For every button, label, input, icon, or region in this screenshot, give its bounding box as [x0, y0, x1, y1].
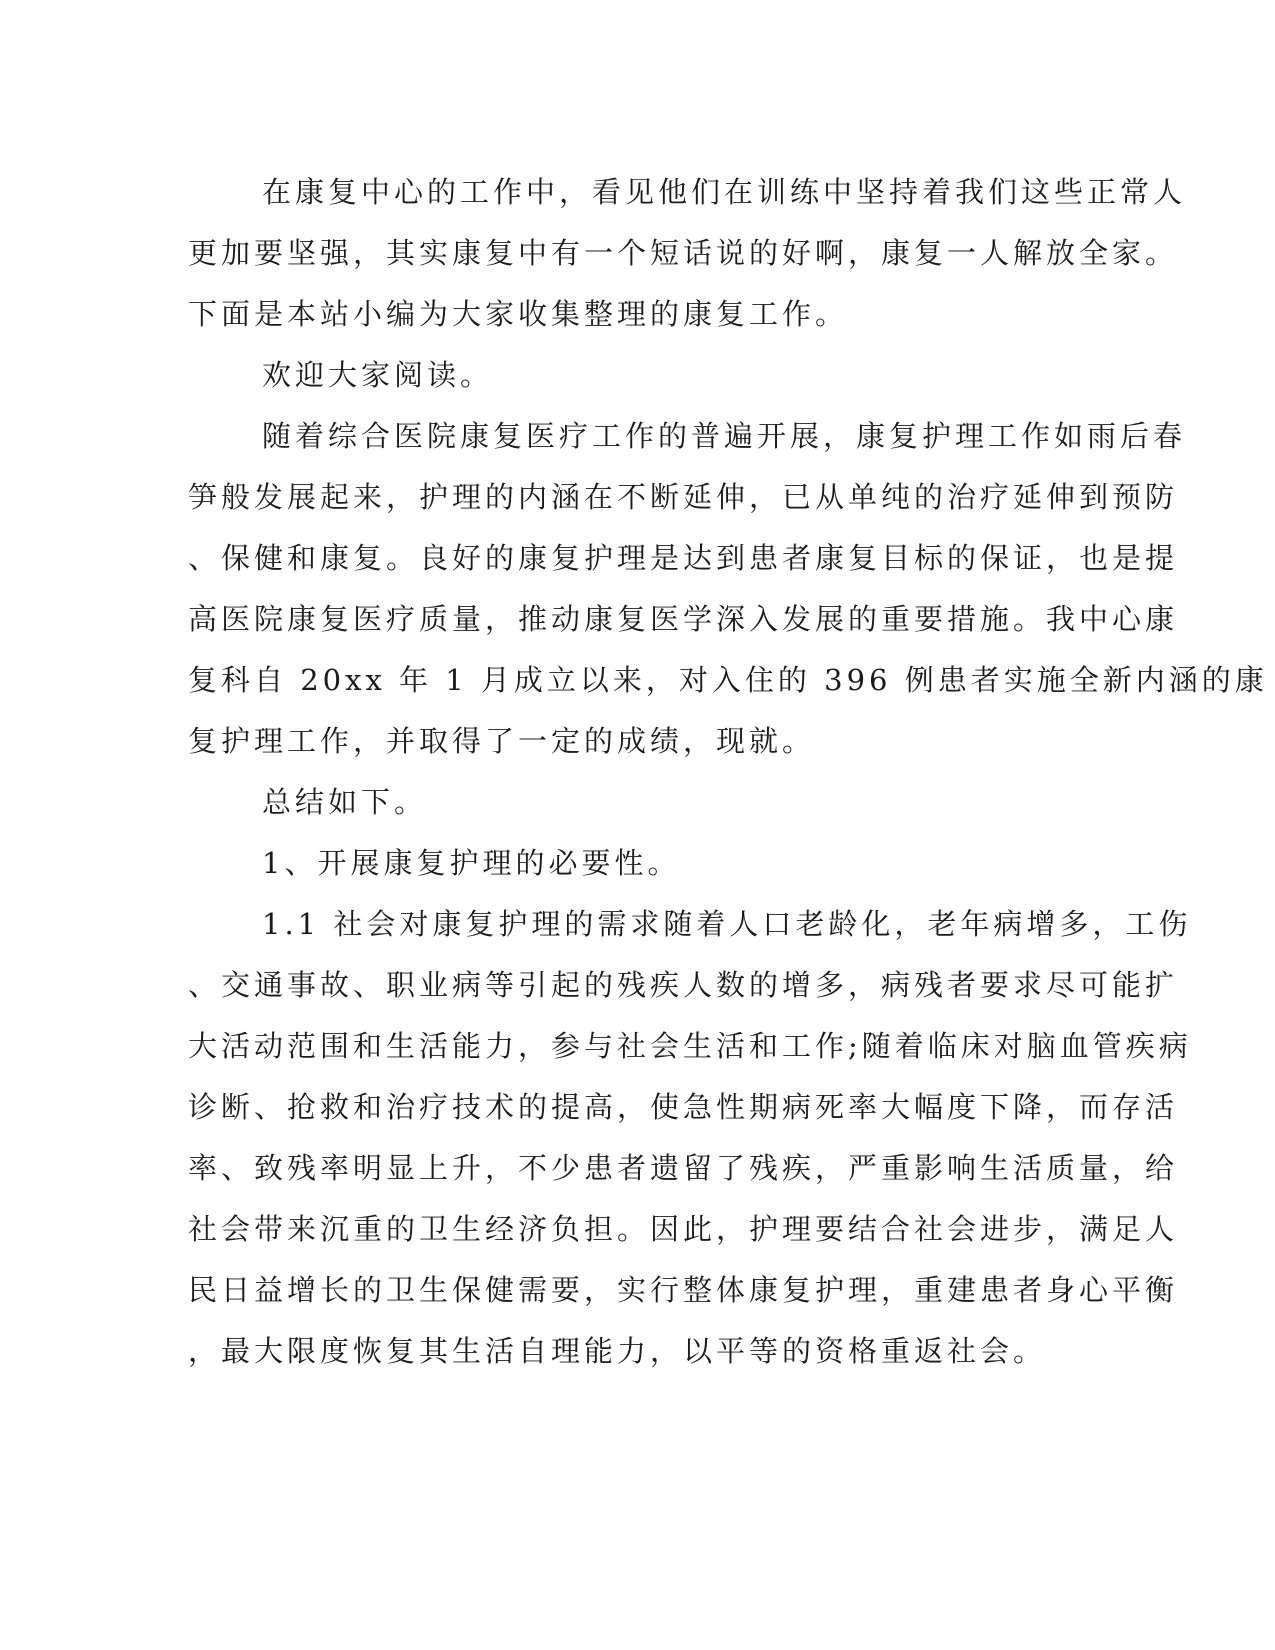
text-line-14: 、交通事故、职业病等引起的残疾人数的增多，病残者要求尽可能扩 [188, 968, 1179, 1002]
text-line-16: 诊断、抢救和治疗技术的提高，使急性期病死率大幅度下降，而存活 [188, 1090, 1179, 1124]
text-line-5: 随着综合医院康复医疗工作的普遍开展，康复护理工作如雨后春 [262, 419, 1187, 453]
text-line-15: 大活动范围和生活能力，参与社会生活和工作;随着临床对脑血管疾病 [188, 1029, 1192, 1063]
text-line-19: 民日益增长的卫生保健需要，实行整体康复护理，重建患者身心平衡 [188, 1273, 1179, 1307]
text-line-20: ，最大限度恢复其生活自理能力，以平等的资格重返社会。 [188, 1334, 1047, 1368]
document-body [188, 162, 1268, 1382]
text-line-12: 1、开展康复护理的必要性。 [262, 846, 681, 880]
text-line-11: 总结如下。 [262, 785, 428, 819]
text-line-4: 欢迎大家阅读。 [262, 358, 494, 392]
text-line-2: 更加要坚强，其实康复中有一个短话说的好啊，康复一人解放全家。 [188, 236, 1179, 270]
text-line-8: 高医院康复医疗质量，推动康复医学深入发展的重要措施。我中心康 [188, 602, 1179, 636]
text-line-9: 复科自 20xx 年 1 月成立以来，对入住的 396 例患者实施全新内涵的康 [188, 663, 1268, 697]
text-line-1: 在康复中心的工作中，看见他们在训练中坚持着我们这些正常人 [262, 175, 1187, 209]
text-line-18: 社会带来沉重的卫生经济负担。因此，护理要结合社会进步，满足人 [188, 1212, 1179, 1246]
text-line-13: 1.1 社会对康复护理的需求随着人口老龄化，老年病增多，工伤 [262, 907, 1192, 941]
text-line-7: 、保健和康复。良好的康复护理是达到患者康复目标的保证，也是提 [188, 541, 1179, 575]
text-line-10: 复护理工作，并取得了一定的成绩，现就。 [188, 724, 816, 758]
text-line-3: 下面是本站小编为大家收集整理的康复工作。 [188, 297, 849, 331]
text-line-17: 率、致残率明显上升，不少患者遗留了残疾，严重影响生活质量，给 [188, 1151, 1179, 1185]
text-line-6: 笋般发展起来，护理的内涵在不断延伸，已从单纯的治疗延伸到预防 [188, 480, 1179, 514]
